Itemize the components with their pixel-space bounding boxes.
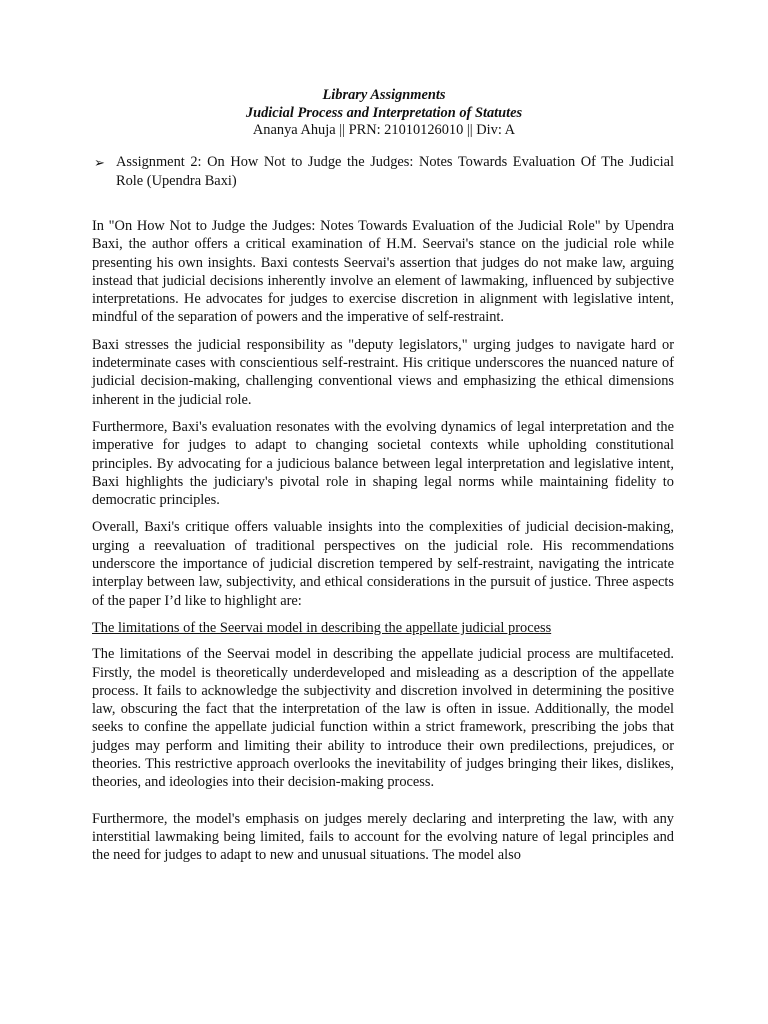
paragraph-deputy-legislators: Baxi stresses the judicial responsibility as "deputy legislators," urging judges to navigate hard or indeterminate cases with conscientious self-restraint. His critique underscores the nuanced nature of judicial decision-making, challenging conventional views and emphasizing the ethical dimensions inherent in the judicial role. (92, 336, 674, 408)
paragraph-furthermore: Furthermore, the model's emphasis on judges merely declaring and interpreting the law, with any interstitial lawmaking being limited, fails to account for the evolving nature of legal principles and the need for judges to adapt to new and unusual situations. The model also (92, 810, 674, 864)
arrow-bullet-icon: ➢ (94, 155, 105, 170)
assignment-title: Assignment 2: On How Not to Judge the Judges: Notes Towards Evaluation Of The Judicial Role (Upendra Baxi) (116, 154, 674, 189)
paragraph-evolving-dynamics: Furthermore, Baxi's evaluation resonates with the evolving dynamics of legal interpretation and the imperative for judges to adapt to changing societal contexts while upholding constitutional principles. By advocating for a judicious balance between legal interpretation and legislative intent, Baxi highlights the judiciary's pivotal role in shaping legal norms while maintaining fidelity to democratic principles. (92, 418, 674, 509)
author-line: Ananya Ahuja || PRN: 21010126010 || Div: A (252, 122, 516, 138)
document-subtitle: Judicial Process and Interpretation of Statutes (245, 104, 523, 121)
paragraph-intro: In "On How Not to Judge the Judges: Notes Towards Evaluation of the Judicial Role" by Upendra Baxi, the author offers a critical examination of H.M. Seervai's stance on the judicial role while presenting his own insights. Baxi contests Seervai's assertion that judges do not make law, arguing instead that judicial decisions inherently involve an element of lawmaking, influenced by subjective interpretations. He advocates for judges to exercise discretion in alignment with legislative intent, mindful of the separation of powers and the imperative of self-restraint. (92, 218, 674, 326)
section-heading: The limitations of the Seervai model in describing the appellate judicial process (92, 619, 552, 636)
assignment-item (94, 153, 674, 191)
paragraph-seervai-limitations: The limitations of the Seervai model in describing the appellate judicial process are multifaceted. Firstly, the model is theoretically underdeveloped and misleading as a description of the appellate process. It fails to acknowledge the subjectivity and discretion involved in determining the positive law, obscuring the fact that the interpretation of the law is often in issue. Additionally, the model seeks to confine the appellate judicial function within a strict framework, prescribing the jobs that judges may perform and limiting their ability to introduce their own predilections, prejudices, or theories. This restrictive approach overlooks the inevitability of judges bringing their likes, dislikes, theories, and ideologies into their decision-making process. (92, 646, 674, 791)
document-title: Library Assignments (322, 87, 446, 103)
document-body (92, 217, 674, 874)
document-header (0, 87, 768, 140)
paragraph-overall: Overall, Baxi's critique offers valuable insights into the complexities of judicial decision-making, urging a reevaluation of traditional perspectives on the judicial role. His recommendations underscore the importance of judicial discretion tempered by self-restraint, navigating the intricate interplay between law, subjectivity, and ethical considerations in the pursuit of justice. Three aspects of the paper I’d like to highlight are: (92, 519, 674, 609)
